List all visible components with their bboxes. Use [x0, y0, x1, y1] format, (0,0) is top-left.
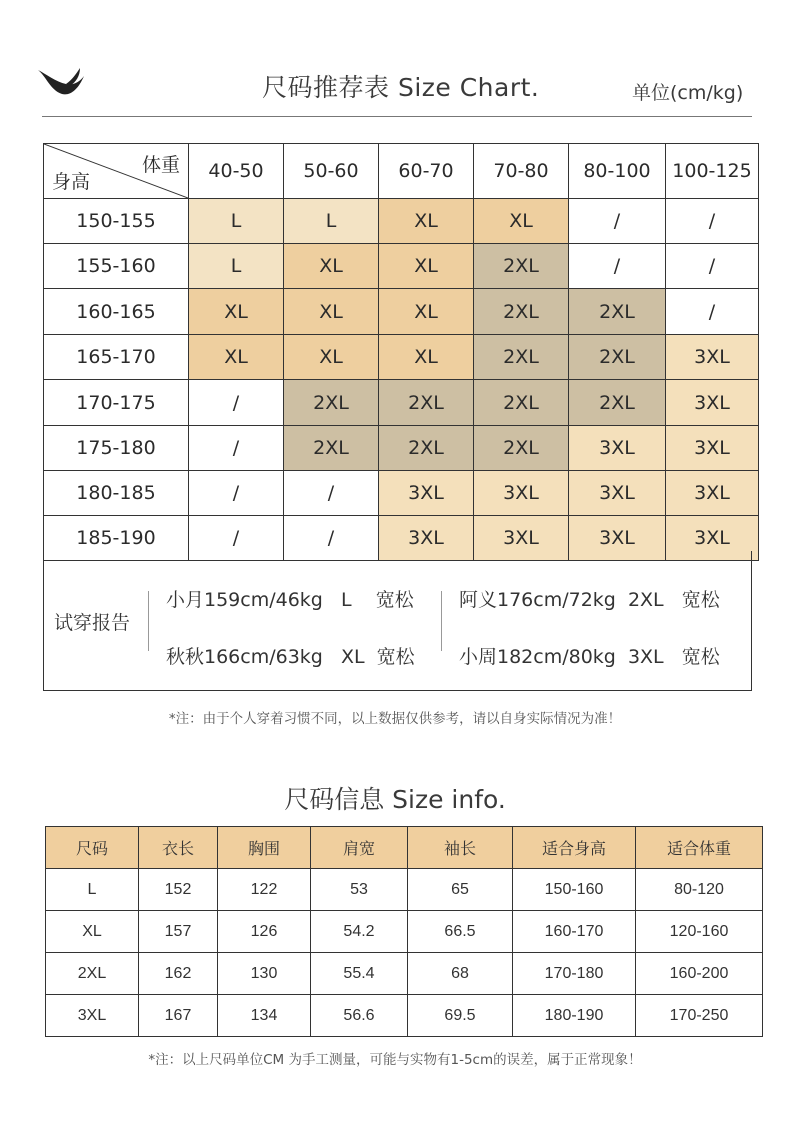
brand-logo-icon — [36, 66, 86, 102]
size-info-row — [46, 911, 763, 953]
size-info-cell: 122 — [218, 869, 311, 911]
size-chart-row — [44, 380, 759, 426]
size-cell: 2XL — [474, 380, 569, 426]
weight-header: 40-50 — [189, 144, 284, 199]
size-cell: XL — [284, 289, 379, 335]
size-cell: 3XL — [474, 471, 569, 516]
size-cell: / — [666, 199, 759, 244]
size-info-table — [45, 826, 763, 1037]
weight-header: 50-60 — [284, 144, 379, 199]
size-cell: XL — [189, 289, 284, 335]
size-info-cell: 162 — [139, 953, 218, 995]
size-chart-table — [43, 143, 759, 561]
size-info-row — [46, 953, 763, 995]
trial-divider-left — [148, 591, 149, 651]
size-cell: 3XL — [379, 471, 474, 516]
trial-item: 小周182cm/80kg 3XL 宽松 — [459, 646, 720, 668]
size-cell: 2XL — [569, 380, 666, 426]
size-cell: / — [666, 289, 759, 335]
size-cell: L — [189, 199, 284, 244]
size-cell: / — [666, 244, 759, 289]
size-cell: / — [189, 380, 284, 426]
size-info-header: 尺码 — [46, 827, 139, 869]
weight-header: 60-70 — [379, 144, 474, 199]
size-info-header: 肩宽 — [311, 827, 408, 869]
weight-header: 80-100 — [569, 144, 666, 199]
size-info-row — [46, 995, 763, 1037]
height-header: 155-160 — [44, 244, 189, 289]
height-header: 175-180 — [44, 426, 189, 471]
size-info-cell: 69.5 — [408, 995, 513, 1037]
size-cell: 2XL — [379, 380, 474, 426]
size-cell: XL — [379, 335, 474, 380]
height-header: 170-175 — [44, 380, 189, 426]
size-info-cell: 152 — [139, 869, 218, 911]
size-info-cell: 68 — [408, 953, 513, 995]
size-cell: 2XL — [284, 426, 379, 471]
height-header: 185-190 — [44, 516, 189, 561]
size-chart-row — [44, 471, 759, 516]
measurement-disclaimer: *注：以上尺码单位CM 为手工测量，可能与实物有1-5cm的误差，属于正常现象！ — [148, 1052, 642, 1068]
size-cell: 2XL — [474, 244, 569, 289]
size-cell: 2XL — [379, 426, 474, 471]
size-cell: / — [189, 426, 284, 471]
size-info-cell: 134 — [218, 995, 311, 1037]
size-cell: 2XL — [474, 426, 569, 471]
size-info-header: 袖长 — [408, 827, 513, 869]
size-cell: L — [189, 244, 284, 289]
size-cell: 3XL — [569, 471, 666, 516]
corner-cell — [44, 144, 189, 199]
size-cell: 3XL — [666, 380, 759, 426]
size-info-row — [46, 869, 763, 911]
trial-report-label: 试穿报告 — [54, 612, 131, 634]
size-cell: 3XL — [666, 335, 759, 380]
trial-item: 阿义176cm/72kg 2XL 宽松 — [459, 589, 720, 611]
size-cell: 2XL — [474, 335, 569, 380]
size-info-cell: 157 — [139, 911, 218, 953]
size-chart-title: 尺码推荐表 Size Chart. — [262, 73, 540, 102]
size-cell: L — [284, 199, 379, 244]
size-info-cell: 53 — [311, 869, 408, 911]
height-header: 165-170 — [44, 335, 189, 380]
size-info-cell: 55.4 — [311, 953, 408, 995]
size-info-title: 尺码信息 Size info. — [284, 785, 506, 814]
size-info-cell: 170-180 — [513, 953, 636, 995]
size-info-cell: 3XL — [46, 995, 139, 1037]
size-cell: 2XL — [284, 380, 379, 426]
height-header: 160-165 — [44, 289, 189, 335]
size-info-cell: 80-120 — [636, 869, 763, 911]
size-info-cell: 160-170 — [513, 911, 636, 953]
height-header: 180-185 — [44, 471, 189, 516]
size-info-header-row — [46, 827, 763, 869]
size-info-cell: 170-250 — [636, 995, 763, 1037]
size-cell: 3XL — [666, 471, 759, 516]
size-info-cell: L — [46, 869, 139, 911]
size-cell: XL — [284, 335, 379, 380]
size-info-cell: 65 — [408, 869, 513, 911]
size-cell: / — [569, 244, 666, 289]
size-info-cell: 54.2 — [311, 911, 408, 953]
size-info-cell: 2XL — [46, 953, 139, 995]
size-info-cell: 180-190 — [513, 995, 636, 1037]
size-info-header: 胸围 — [218, 827, 311, 869]
size-cell: 3XL — [474, 516, 569, 561]
weight-axis-label: 体重 — [141, 154, 180, 176]
title-divider — [42, 116, 752, 117]
size-cell: XL — [379, 289, 474, 335]
size-chart-row — [44, 335, 759, 380]
trial-report — [43, 551, 752, 691]
size-chart-row — [44, 426, 759, 471]
size-cell: 3XL — [379, 516, 474, 561]
size-info-header: 适合体重 — [636, 827, 763, 869]
size-chart-header-row — [44, 144, 759, 199]
size-chart-row — [44, 244, 759, 289]
size-info-cell: 66.5 — [408, 911, 513, 953]
size-info-cell: XL — [46, 911, 139, 953]
trial-divider-right — [441, 591, 442, 651]
chart-disclaimer: *注：由于个人穿着习惯不同，以上数据仅供参考，请以自身实际情况为准！ — [168, 711, 622, 727]
height-header: 150-155 — [44, 199, 189, 244]
size-cell: / — [284, 471, 379, 516]
size-cell: XL — [379, 199, 474, 244]
size-cell: 2XL — [474, 289, 569, 335]
size-cell: XL — [474, 199, 569, 244]
size-cell: / — [569, 199, 666, 244]
size-info-cell: 130 — [218, 953, 311, 995]
weight-header: 70-80 — [474, 144, 569, 199]
size-info-cell: 120-160 — [636, 911, 763, 953]
unit-label: 单位(cm/kg) — [632, 82, 744, 104]
size-info-cell: 56.6 — [311, 995, 408, 1037]
size-cell: 3XL — [666, 516, 759, 561]
weight-header: 100-125 — [666, 144, 759, 199]
size-info-cell: 167 — [139, 995, 218, 1037]
size-cell: 2XL — [569, 335, 666, 380]
size-chart-row — [44, 199, 759, 244]
size-info-cell: 150-160 — [513, 869, 636, 911]
size-cell: / — [189, 471, 284, 516]
size-cell: 2XL — [569, 289, 666, 335]
size-cell: XL — [284, 244, 379, 289]
size-info-cell: 160-200 — [636, 953, 763, 995]
size-info-cell: 126 — [218, 911, 311, 953]
size-cell: 3XL — [569, 516, 666, 561]
size-cell: / — [284, 516, 379, 561]
size-cell: XL — [379, 244, 474, 289]
size-cell: 3XL — [569, 426, 666, 471]
size-info-header: 衣长 — [139, 827, 218, 869]
height-axis-label: 身高 — [52, 171, 91, 193]
size-cell: 3XL — [666, 426, 759, 471]
size-cell: / — [189, 516, 284, 561]
trial-item: 秋秋166cm/63kg XL 宽松 — [166, 646, 415, 668]
size-chart-row — [44, 289, 759, 335]
size-cell: XL — [189, 335, 284, 380]
size-info-header: 适合身高 — [513, 827, 636, 869]
trial-item: 小月159cm/46kg L 宽松 — [166, 589, 414, 611]
